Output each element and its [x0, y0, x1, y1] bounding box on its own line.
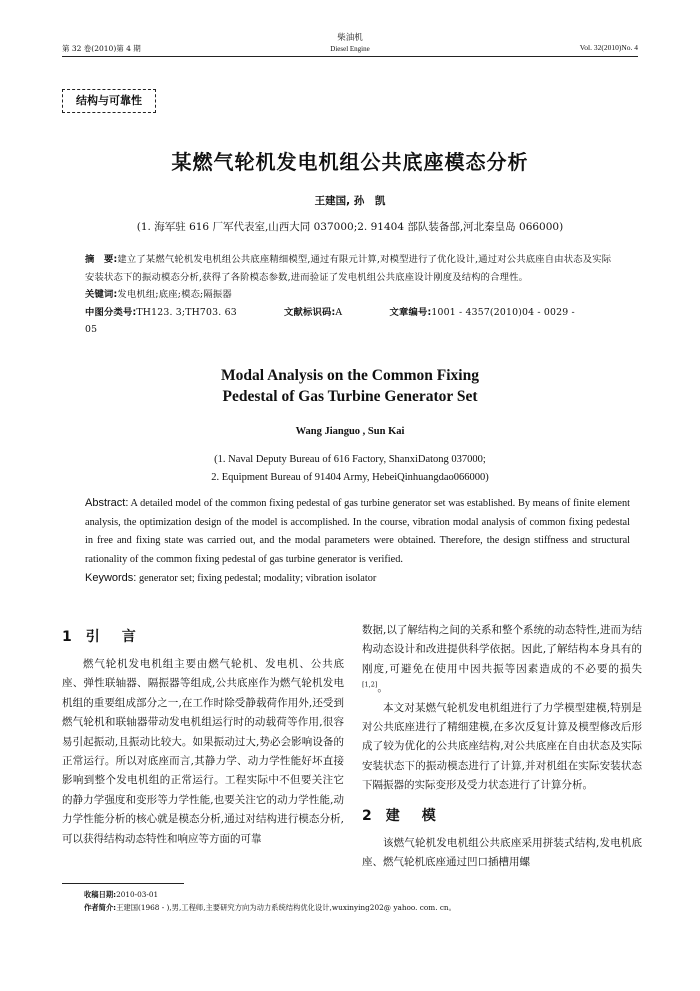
keywords-cn-label: 关键词: — [85, 289, 118, 300]
paper-title-en-line1: Modal Analysis on the Common Fixing — [221, 367, 479, 384]
paper-title-en-line2: Pedestal of Gas Turbine Generator Set — [222, 388, 478, 405]
affiliation-en-line2: 2. Equipment Bureau of 91404 Army, HebeiQinhuangdao066000) — [211, 472, 489, 483]
keywords-cn-text: 发电机组;底座;模态;隔振器 — [117, 289, 232, 300]
category-badge: 结构与可靠性 — [62, 89, 156, 113]
keywords-en — [85, 569, 630, 589]
clc-number: 中图分类号:TH123. 3;TH703. 63 — [85, 306, 237, 318]
footnote-rule — [62, 883, 184, 884]
intro-paragraph: 燃气轮机发电机组主要由燃气轮机、发电机、公共底座、弹性联轴器、隔振器等组成,公共底座作为燃气轮机发电机组的重要组成部分之一,在工作时除受静载荷作用外,还受到燃气轮机和联轴器带动发电机组运行时的动载荷等作用,很容易引起振动,且振动比较大。如果振动过大,势必会影响设备的正常运行。所以对底座而言,其静力学、动力学性能好坏直接影响到整个发电机组的正常运行。工程实际中不但要关注它的静力学强度和变形等力学性能,也要关注它的动力学性能,动力学性能分析的核心就是模态分析,通过对结构进行模态分析,可以获得结构动态特性和响应等方面的可靠 — [62, 658, 344, 845]
classification-line — [85, 304, 617, 339]
citation-ref: [1,2] — [362, 680, 378, 689]
abstract-cn-block — [85, 251, 617, 339]
affiliation-en — [0, 451, 700, 487]
affiliation-en-line1: (1. Naval Deputy Bureau of 616 Factory, ShanxiDatong 037000; — [214, 454, 486, 465]
paper-title-cn: 某燃气轮机发电机组公共底座模态分析 — [171, 150, 529, 174]
received-date: 收稿日期:2010-03-01 — [84, 890, 159, 899]
footnotes — [84, 888, 644, 914]
intro-paragraph-continued: 数据,以了解结构之间的关系和整个系统的动态特性,进而为结构动态设计和改进提供科学依据。因此,了解结构本身具有的刚度,可避免在使用中因共振等因素造成的不必要的损失[1,2]。 — [362, 624, 642, 695]
paper-title-en — [0, 365, 700, 407]
body-left-column — [62, 625, 344, 849]
intro-paragraph-2: 本文对某燃气轮机发电机组进行了力学模型建模,特别是对公共底座进行了精细建模,在多次反复计算及模型修改后形成了较为优化的公共底座结构,对公共底座在自由状态及实际安装状态下的振动模态进行了计算,并对机组在实际安装状态下隔振器的实际变形及受力状态进行了计算分析。 — [362, 701, 642, 792]
abstract-cn-label: 摘 要: — [85, 254, 118, 265]
header-rule — [62, 56, 638, 57]
abstract-cn-text: 建立了某燃气轮机发电机组公共底座精细模型,通过有限元计算,对模型进行了优化设计,通过对公共底座自由状态及实际安装状态下的振动模态分析,获得了各阶模态参数,进而验证了发电机组公共底座设计刚度及结构的合理性。 — [85, 254, 612, 283]
author-bio: 作者简介:王建国(1968 - ),男,工程师,主要研究方向为动力系统结构优化设计,wuxinying202@ yahoo. com. cn。 — [84, 903, 456, 912]
document-code: 文献标识码:A — [283, 306, 343, 318]
affiliation-cn: (1. 海军驻 616 厂军代表室,山西大同 037000;2. 91404 部队装备部,河北秦皇岛 066000) — [136, 221, 564, 233]
abstract-en — [85, 494, 630, 569]
section-heading-intro: 1 引 言 — [62, 629, 140, 645]
body-right-column — [362, 621, 642, 872]
abstract-en-text: A detailed model of the common fixing pedestal of gas turbine generator set was established. By means of finite element analysis, the optimization design of the model is accomplished. In the course, vibration modal analysis of common fixing pedestal in free and fixing state was carried out, and the modal parameters were obtained. Therefore, the design stiffness and structural rationality of the common fixing pedestal of gas turbine generator is verified. — [85, 498, 630, 565]
keywords-en-text: generator set; fixing pedestal; modality; vibration isolator — [138, 573, 377, 585]
keywords-en-label: Keywords: — [85, 572, 137, 585]
journal-name-en: Diesel Engine — [330, 45, 370, 53]
header-right: Vol. 32(2010)No. 4 — [579, 43, 638, 52]
modeling-paragraph: 该燃气轮机发电机组公共底座采用拼装式结构,发电机底座、燃气轮机底座通过凹口插槽用螺 — [362, 836, 642, 869]
article-number: 文章编号:1001 - 4357(2010)04 - 0029 - 05 — [85, 306, 575, 335]
authors-en: Wang Jianguo , Sun Kai — [295, 426, 405, 437]
keywords-cn — [85, 286, 617, 304]
header-left: 第 32 卷(2010)第 4 期 — [62, 44, 141, 53]
authors-cn: 王建国, 孙 凯 — [314, 195, 386, 207]
section-heading-modeling: 2 建 模 — [362, 807, 440, 824]
abstract-en-label: Abstract: — [85, 497, 129, 509]
abstract-cn — [85, 251, 617, 286]
abstract-en-block — [85, 494, 630, 589]
journal-name-cn: 柴油机 — [337, 33, 363, 43]
